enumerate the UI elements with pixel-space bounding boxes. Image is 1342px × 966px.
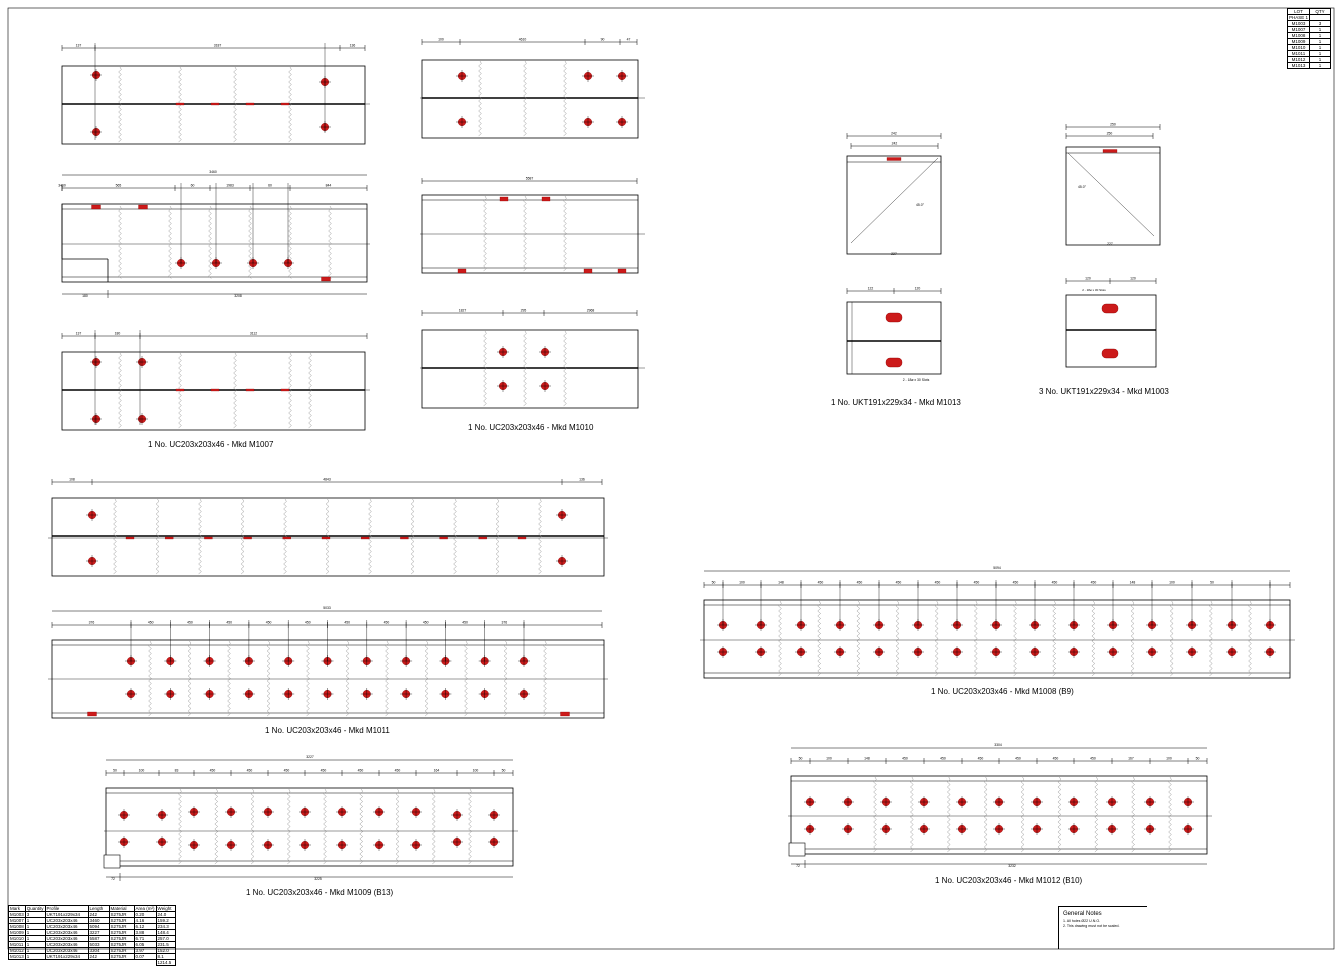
dimension-label: 376 [501,620,508,625]
caption-m1003: 3 No. UKT191x229x34 - Mkd M1003 [1039,387,1169,396]
beam-outline [422,330,638,408]
bom-cell: 148.4 [156,930,175,936]
dimension-label: 3304 [994,743,1002,747]
dimension-label: 148 [1129,580,1136,585]
dimension-label: 450 [265,620,272,625]
notes-list [1063,919,1119,929]
dimension-label: 295 [520,308,527,313]
bom-header: Mark [9,906,26,912]
dimension-label: 450 [394,768,401,773]
dimension-label: 450 [462,620,468,625]
dimension-label: 50 [113,768,117,773]
dimension-label: 250 [1110,122,1116,127]
note-item: 2. This drawing must not be scaled. [1063,924,1120,928]
bom-total-row [9,960,176,966]
dimension-label: 180 [82,294,88,298]
bom-cell: 24.0 [156,912,175,918]
bom-cell: 5033 [88,942,109,948]
slotted-hole [1102,304,1118,313]
bom-cell: UKT191x229x34 [45,912,88,918]
dimension-label: 450 [856,580,863,585]
dimension-label: 450 [320,768,327,773]
weld-mark [246,103,254,105]
bom-cell: 3 [25,912,45,918]
dimension-label: 100 [826,756,832,761]
notes-title: General Notes [1063,911,1102,917]
dimension-label: 376 [88,620,95,625]
bom-cell: M1009 [10,930,24,935]
dimension-label: 3232 [1008,864,1016,868]
bom-cell: UC203x203x46 [45,942,88,948]
dimension-label: 1827 [458,308,467,313]
slotted-hole [886,358,902,367]
lot-table [1287,8,1331,69]
dimension-label: 50 [1210,580,1214,585]
beam-outline [704,600,1290,678]
bom-header: Quantity [26,906,44,911]
weld-mark [92,205,101,209]
dimension-label: 450 [283,768,290,773]
dimension-label: 60 [268,183,272,188]
bom-cell: 6.05 [134,942,156,948]
lot-cell: PHASE 1 [1289,15,1309,20]
weld-mark [211,103,219,105]
dimension-label: 565 [115,183,122,188]
dimension-label: 450 [1051,580,1058,585]
dimension-label: 4843 [323,477,331,482]
lot-cell: M1010 [1288,45,1310,51]
dimension-label: 60 [190,183,195,188]
dimension-label: 450 [1015,756,1021,761]
note-item: 1. All holes Ø22 U.N.O. [1063,919,1101,923]
bom-cell: 3460 [88,918,109,924]
bom-cell: 242 [88,954,109,960]
bom-cell: 6.12 [134,924,156,930]
dimension-label: 5587 [525,176,534,181]
bom-cell: S275JR [109,942,134,948]
bom-cell: 257.0 [156,936,175,942]
lot-cell: M1007 [1288,27,1310,33]
dimension-label: 167 [1128,756,1134,761]
bom-cell: M1003 [10,912,24,917]
qty-cell: 1 [1310,39,1331,45]
dimension-label: 450 [187,620,193,625]
dimension-label: 242 [891,141,898,146]
weld-mark [618,269,626,273]
qty-cell: 1 [1310,27,1331,33]
bom-header: Material [109,906,134,912]
lot-cell: M1011 [1288,51,1310,57]
bom-cell: S275JR [109,924,134,930]
dimension-label: 450 [344,620,350,625]
lot-cell: M1013 [1288,63,1310,69]
dimension-label: 148 [778,580,784,585]
bom-cell: M1010 [10,936,24,941]
weld-mark [204,537,212,539]
bom-cell: 5587 [88,936,109,942]
dimension-label: 450 [817,580,824,585]
bom-cell: 3.88 [134,930,156,936]
dimension-label: 100 [1169,580,1175,585]
bom-cell: UC203x203x46 [45,936,88,942]
bom-cell: M1013 [10,954,24,959]
bom-cell: M1007 [10,918,24,923]
caption-m1010: 1 No. UC203x203x46 - Mkd M1010 [468,423,594,432]
weld-mark [176,103,184,105]
caption-m1013: 1 No. UKT191x229x34 - Mkd M1013 [831,398,961,407]
dimension-label: 164 [433,768,440,773]
weld-mark [126,537,134,539]
weld-mark [1103,150,1117,153]
bom-cell: 1 [25,918,45,924]
dimension-label: 2968 [586,308,595,313]
caption-m1009: 1 No. UC203x203x46 - Mkd M1009 (B13) [246,888,394,897]
notch-cut [104,855,120,868]
caption-m1007: 1 No. UC203x203x46 - Mkd M1007 [148,440,274,449]
dimension-label: 450 [1090,756,1096,761]
weld-mark [322,537,330,539]
bom-cell: UC203x203x46 [45,918,88,924]
bom-cell: M1012 [10,948,24,953]
weld-mark [211,389,219,391]
general-notes [1058,906,1147,949]
dimension-label: 3187 [213,43,222,48]
bom-cell: S275JR [109,948,134,954]
qty-cell: 3 [1310,21,1331,27]
qty-cell: 1 [1310,33,1331,39]
weld-mark [165,537,173,539]
weld-mark [361,537,369,539]
weld-mark [322,277,331,281]
bom-cell: M1011 [10,942,24,947]
weld-mark [244,537,252,539]
weld-mark [88,712,97,716]
dimension-label: 450 [1012,580,1019,585]
dimension-label: 100 [739,580,745,585]
dimension-label: 450 [246,768,253,773]
weld-mark [283,537,291,539]
dimension-label: 72 [796,864,800,868]
dimension-label: 242 [891,131,897,136]
weld-mark [458,269,466,273]
bom-cell: 1 [25,942,45,948]
weld-mark [479,537,487,539]
qty-cell: 1 [1310,63,1331,69]
dimension-label: 122 [867,286,874,291]
bom-cell: 159.2 [156,918,175,924]
bom-total: 1214.5 [156,960,175,966]
bom-cell: S275JR [109,930,134,936]
dimension-label: 180 [114,331,121,336]
dimension-label: 4610 [518,37,527,42]
dimension-label: 3460 [58,183,66,188]
bom-cell: 3227 [88,930,109,936]
weld-mark [542,197,550,201]
dimension-label: 90 [600,37,605,42]
dimension-label: 450 [209,768,216,773]
dimension-label: 450 [147,620,154,625]
weld-mark [500,197,508,201]
dimension-label: 450 [895,580,902,585]
dimension-label: 50 [501,768,506,773]
dimension-label: 450 [422,620,429,625]
bom-table-header [9,906,176,912]
weld-mark [440,537,448,539]
dimension-label: 108 [69,477,75,482]
dimension-label: 450 [305,620,311,625]
notch-cut [789,843,805,856]
dimension-label: 50 [1195,756,1200,761]
dimension-label: 47 [626,37,631,42]
dimension-label: 100 [138,768,145,773]
bom-cell: 8.1 [156,954,175,960]
dimension-label: 3460 [209,170,217,174]
weld-mark [400,537,408,539]
bom-header: Length [88,906,109,912]
dimension-label: 450 [902,756,908,761]
bom-header: Profile [45,906,88,912]
caption-m1008: 1 No. UC203x203x46 - Mkd M1008 (B9) [931,687,1074,696]
bom-cell: 5094 [88,924,109,930]
bom-cell: 0.20 [134,912,156,918]
caption-m1011: 1 No. UC203x203x46 - Mkd M1011 [265,726,390,735]
dimension-label: 844 [325,183,332,188]
dimension-label: 136 [349,43,356,48]
table-row [1288,63,1331,69]
dimension-label: 450 [226,620,233,625]
weld-mark [584,269,592,273]
hole-note: 2 - 18ø x 30 Slots [902,378,930,382]
weld-mark [518,537,526,539]
dimension-label: 137 [75,331,82,336]
bom-cell: 6.71 [134,936,156,942]
dimension-label: 137 [75,43,82,48]
bom-cell: 1 [25,936,45,942]
bom-cell: UKT191x229x34 [45,954,88,960]
dimension-label: 148 [864,756,870,761]
weld-mark [887,158,901,161]
dimension-label: 120 [1130,276,1136,281]
dimension-label: 450 [1090,580,1097,585]
hole-note: 2 - 18ø x 30 Slots [1082,288,1106,292]
dimension-label: 3112 [249,331,258,336]
caption-m1012: 1 No. UC203x203x46 - Mkd M1012 (B10) [935,876,1083,885]
bom-header: Area (m²) [135,906,155,911]
bom-cell: 234.3 [156,924,175,930]
bom-cell: 152.0 [156,948,175,954]
slotted-hole [886,313,902,322]
angle-label: 45.0° [916,203,924,207]
dimension-label: 227 [1107,242,1113,246]
weld-mark [139,205,148,209]
dimension-label: 83 [174,768,179,773]
beam-outline [106,788,513,866]
dimension-label: 120 [1085,276,1091,281]
bom-cell: M1008 [10,924,24,929]
weld-mark [281,103,289,105]
dimension-label: 100 [472,768,479,773]
bom-cell: UC203x203x46 [45,948,88,954]
bom-cell: 1 [25,948,45,954]
dimension-label: 3208 [234,294,242,298]
lot-header-lot: LOT [1288,9,1310,15]
bom-cell: S275JR [109,912,134,918]
bom-cell: 3304 [88,948,109,954]
weld-mark [246,389,254,391]
slotted-hole [1102,349,1118,358]
beam-outline [422,60,638,138]
dimension-label: 100 [1166,756,1172,761]
dimension-label: 227 [891,252,897,256]
lot-cell: M1008 [1288,33,1310,39]
qty-cell: 1 [1310,51,1331,57]
dimension-label: 450 [977,756,984,761]
dimension-label: 100 [438,37,444,42]
dimension-label: 450 [383,620,390,625]
dimension-label: 450 [934,580,941,585]
dimension-label: 72 [111,877,115,881]
bom-cell: S275JR [109,936,134,942]
dimension-label: 450 [1052,756,1059,761]
bom-cell: 4.16 [134,918,156,924]
lot-cell: M1009 [1288,39,1310,45]
qty-cell: 1 [1310,45,1331,51]
lot-cell: M1012 [1288,57,1310,63]
dimension-label: 450 [357,768,364,773]
bom-header: Weight [156,906,175,912]
dimension-label: 3225 [314,877,322,881]
beam-outline [791,776,1207,854]
bom-cell: 1 [25,954,45,960]
bom-cell: 231.5 [156,942,175,948]
bom-cell: 1 [25,924,45,930]
angle-label: 45.0° [1078,185,1086,189]
dimension-label: 5094 [993,566,1001,570]
bom-cell: UC203x203x46 [45,924,88,930]
bom-cell: 1 [25,930,45,936]
bom-cell: 0.07 [134,954,156,960]
dimension-label: 450 [973,580,980,585]
bom-cell: 242 [88,912,109,918]
bom-cell: S275JR [109,918,134,924]
weld-mark [281,389,289,391]
bom-cell: 3.97 [134,948,156,954]
dimension-label: 5033 [323,606,331,610]
bom-cell: S275JR [109,954,134,960]
bom-cell: UC203x203x46 [45,930,88,936]
dimension-label: 120 [914,286,921,291]
dimension-label: 1983 [226,183,234,188]
lot-header-qty: QTY [1310,9,1331,15]
qty-cell: 1 [1310,57,1331,63]
dimension-label: 50 [798,756,803,761]
dimension-label: 450 [940,756,946,761]
dimension-label: 136 [579,477,585,482]
weld-mark [561,712,570,716]
dimension-label: 3227 [306,755,314,759]
weld-mark [176,389,184,391]
dimension-label: 50 [711,580,716,585]
lot-cell: M1003 [1288,21,1310,27]
dimension-label: 250 [1106,131,1113,136]
